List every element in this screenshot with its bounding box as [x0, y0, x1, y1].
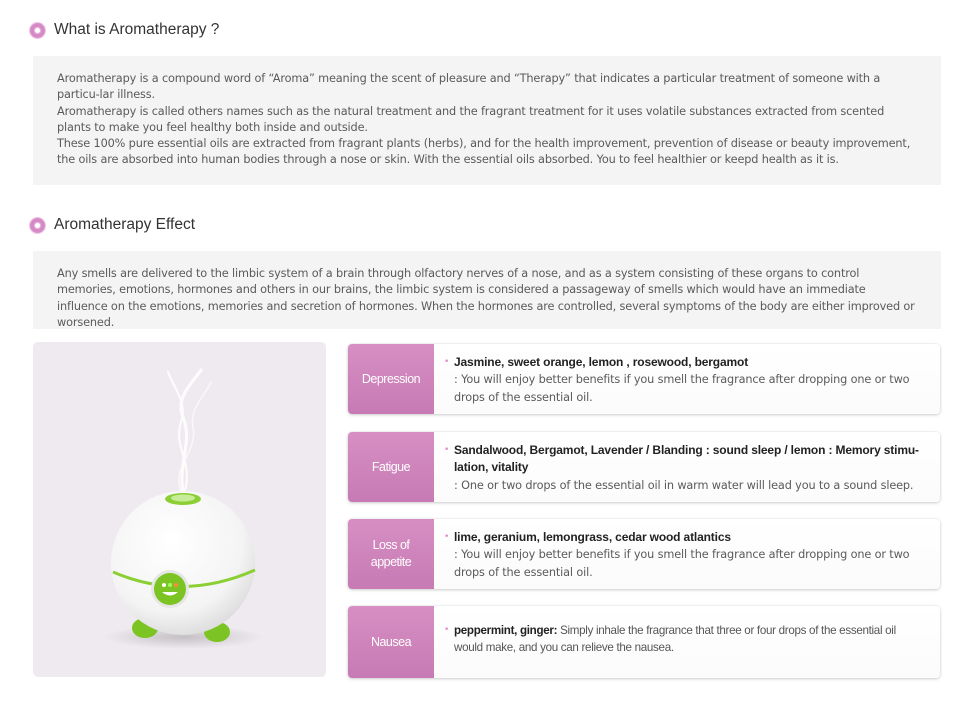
mist: [168, 370, 211, 492]
effect-text: [444, 622, 920, 657]
what-is-description-box: [33, 56, 941, 185]
effect-herbs: lime, geranium, lemongrass, cedar wood atlantics: [454, 530, 731, 544]
section-title-text: What is Aromatherapy ?: [54, 21, 220, 38]
diffuser-illustration: [33, 342, 326, 677]
bullet-icon: •: [444, 532, 450, 542]
effect-description-box: [33, 251, 941, 329]
effect-card-loss-of-appetite: [348, 519, 940, 589]
ring-icon: [30, 23, 45, 38]
effect-label: Loss of appetite: [348, 519, 434, 589]
effect-herbs: peppermint, ginger:: [454, 624, 558, 637]
diffuser-image: [33, 342, 326, 677]
effect-card-depression: [348, 344, 940, 414]
section-title-effect: [30, 216, 195, 234]
section-title-what-is: [30, 21, 219, 39]
bullet-icon: •: [444, 625, 450, 635]
effect-herbs: Sandalwood, Bergamot, Lavender / Blanding : sound sleep / lemon : Memory stimu-lation, vitality: [454, 443, 919, 475]
paragraph: Aromatherapy is called others names such as the natural treatment and the fragrant treatment for it uses volatile substances extracted from scented plants to make you feel healthy both inside and outside.: [57, 104, 885, 134]
section-title-text: Aromatherapy Effect: [54, 216, 196, 233]
effect-description: : One or two drops of the essential oil in warm water will lead you to a sound sleep.: [454, 478, 914, 492]
ring-icon: [30, 218, 45, 233]
effect-description: : You will enjoy better benefits if you smell the fragrance after dropping one or two drops of the essential oil.: [454, 548, 910, 579]
paragraph: Any smells are delivered to the limbic system of a brain through olfactory nerves of a nose, and as a system consisting of these organs to control memories, emotions, hormones and others in our brains, the limbic system is considered a passageway of smells which would have an immediate influence on the emotions, memories and secretion of hormones. When the hormones are controlled, several symptoms of the body are either improved or worsened.: [57, 267, 915, 329]
paragraph: These 100% pure essential oils are extracted from fragrant plants (herbs), and for the health improvement, prevention of disease or beauty improvement, the oils are absorbed into human bodies through a nose or skin. With the essential oils absorbed. You to feel healthier or keepd health as it is.: [57, 137, 911, 167]
effect-label: Fatigue: [348, 432, 434, 502]
effect-description: Simply inhale the fragrance that three or four drops of the essential oil would make, and you can relieve the nausea.: [454, 624, 896, 655]
bullet-icon: •: [444, 357, 450, 367]
face-button: [154, 573, 186, 605]
paragraph: Aromatherapy is a compound word of “Aroma” meaning the scent of pleasure and “Therapy” that indicates a particular treatment of someone with a particu-lar illness.: [57, 72, 881, 102]
effect-description: : You will enjoy better benefits if you smell the fragrance after dropping one or two drops of the essential oil.: [454, 373, 910, 404]
effect-label: Depression: [348, 344, 434, 414]
effect-card-nausea: [348, 606, 940, 678]
effect-label: Nausea: [348, 606, 434, 678]
diffuser-body: [111, 491, 255, 635]
bullet-icon: •: [444, 445, 450, 455]
effect-card-fatigue: [348, 432, 940, 502]
effect-herbs: Jasmine, sweet orange, lemon , rosewood, bergamot: [454, 355, 749, 369]
